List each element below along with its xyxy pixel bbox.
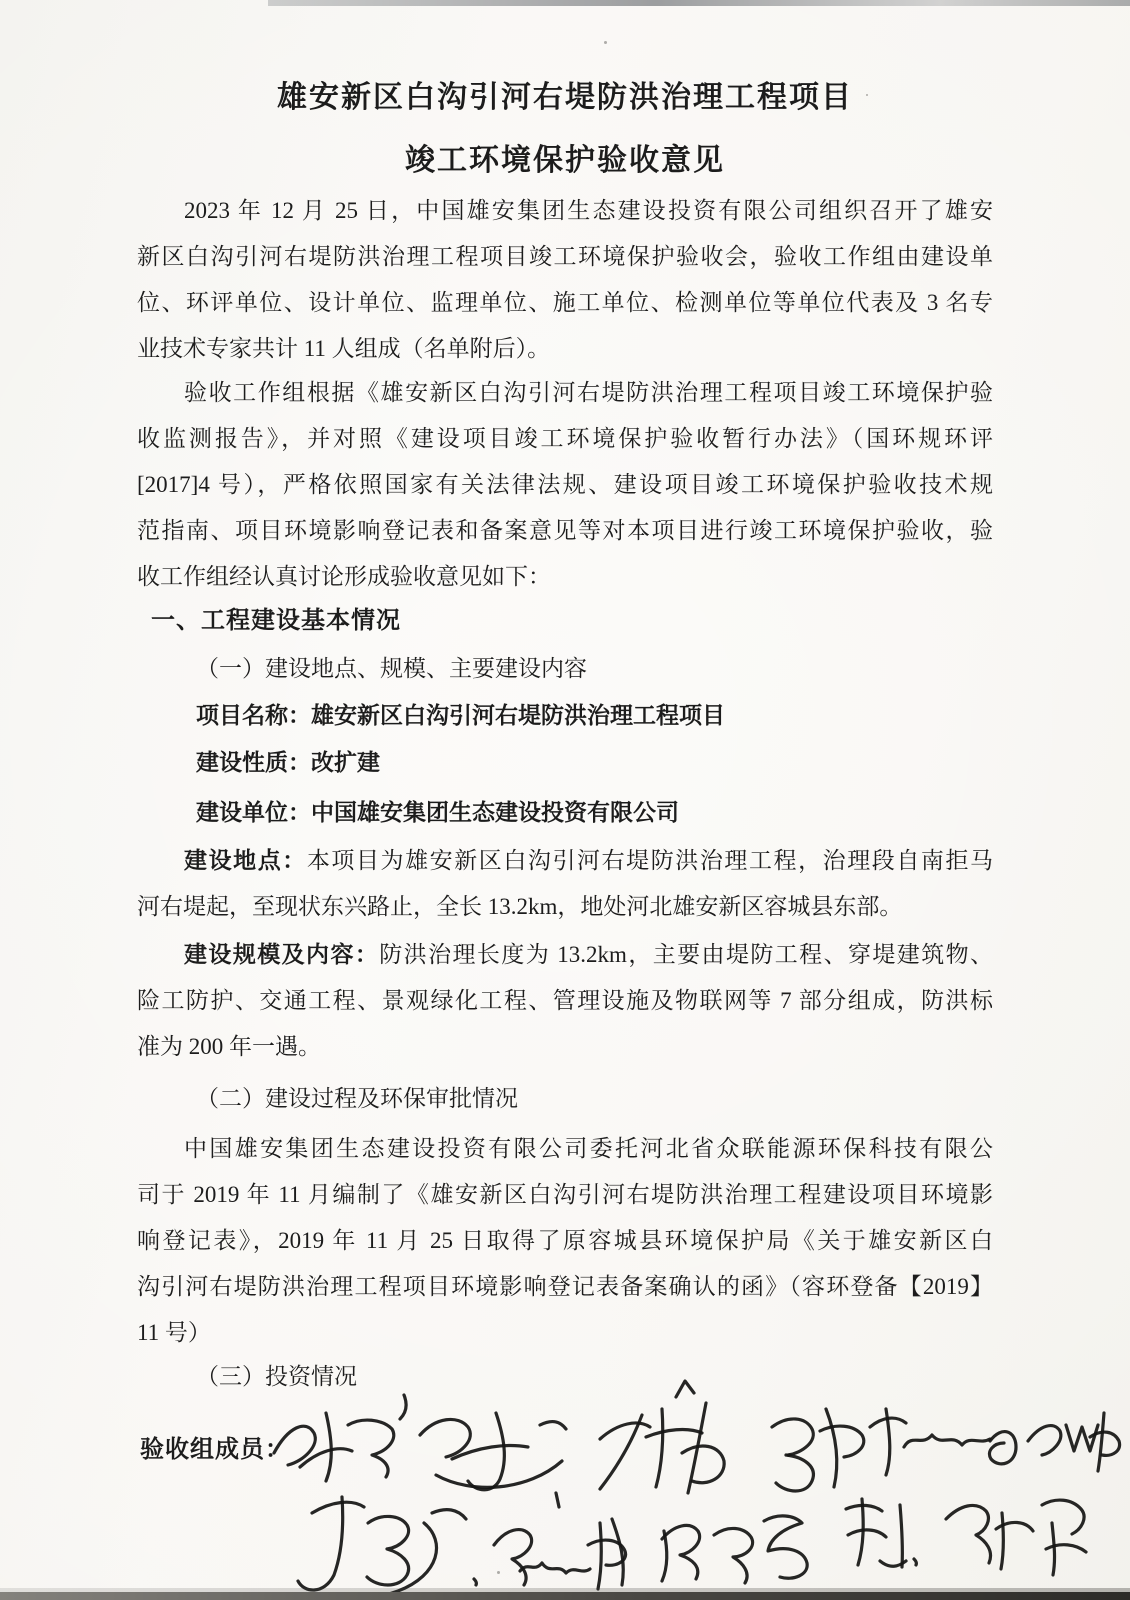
paragraph1-line3: 位、环评单位、设计单位、监理单位、施工单位、检测单位等单位代表及 3 名专	[137, 290, 993, 315]
scale-text: 防洪治理长度为 13.2km，主要由堤防工程、穿堤建筑物、	[379, 942, 994, 967]
paragraph2-line3: [2017]4 号），严格依照国家有关法律法规、建设项目竣工环境保护验收技术规	[137, 472, 993, 497]
signature-9	[662, 1516, 807, 1583]
paragraph1-line1: 2023 年 12 月 25 日，中国雄安集团生态建设投资有限公司组织召开了雄安	[184, 198, 993, 223]
handwritten-signatures	[0, 1355, 1130, 1600]
paragraph5-line1: 中国雄安集团生态建设投资有限公司委托河北省众联能源环保科技有限公	[184, 1136, 993, 1161]
scale-label: 建设规模及内容：	[184, 942, 380, 967]
paragraph1-line4: 业技术专家共计 11 人组成（名单附后）。	[137, 336, 551, 361]
paragraph3-line1	[137, 838, 993, 884]
signature-11	[946, 1500, 1086, 1575]
project-unit-line: 建设单位：中国雄安集团生态建设投资有限公司	[196, 800, 679, 825]
signature-7	[298, 1497, 466, 1600]
subsection-heading-3: （三）投资情况	[196, 1364, 357, 1389]
signature-8	[474, 1493, 626, 1589]
signature-2	[420, 1413, 566, 1490]
paragraph2-line2: 收监测报告》，并对照《建设项目竣工环境保护验收暂行办法》（国环规环评	[137, 426, 993, 451]
paragraph4-line1	[137, 932, 993, 978]
signature-4	[772, 1409, 864, 1491]
document-title-line1: 雄安新区白沟引河右堤防洪治理工程项目	[277, 81, 853, 114]
signature-block-label: 验收组成员：	[140, 1437, 290, 1463]
project-name-line: 项目名称：雄安新区白沟引河右堤防洪治理工程项目	[196, 703, 725, 728]
signature-5	[870, 1409, 1016, 1475]
project-nature-line: 建设性质：改扩建	[196, 750, 380, 775]
scan-speck	[866, 94, 868, 96]
scan-speck	[497, 1571, 500, 1574]
paragraph4-line2: 险工防护、交通工程、景观绿化工程、管理设施及物联网等 7 部分组成，防洪标	[137, 988, 994, 1013]
paragraph2-line4: 范指南、项目环境影响登记表和备案意见等对本项目进行竣工环境保护验收，验	[137, 518, 993, 543]
scan-edge-artifact-bottom	[0, 1592, 1130, 1600]
paragraph5-line4: 沟引河右堤防洪治理工程项目环境影响登记表备案确认的函》（容环登备【2019】	[137, 1274, 993, 1299]
paragraph4-line3: 准为 200 年一遇。	[137, 1034, 321, 1059]
scan-edge-artifact-top	[268, 0, 1130, 6]
location-text: 本项目为雄安新区白沟引河右堤防洪治理工程，治理段自南拒马	[306, 848, 993, 873]
subsection-heading-1: （一）建设地点、规模、主要建设内容	[196, 656, 587, 681]
paragraph5-line3: 响登记表》，2019 年 11 月 25 日取得了原容城县环境保护局《关于雄安新区白	[137, 1228, 993, 1253]
paragraph5-line5: 11 号）	[137, 1320, 211, 1345]
paragraph3-line2: 河右堤起，至现状东兴路止，全长 13.2km，地处河北雄安新区容城县东部。	[137, 894, 903, 919]
signature-1	[274, 1395, 406, 1481]
location-label: 建设地点：	[184, 848, 307, 873]
document-title-line2: 竣工环境保护验收意见	[405, 144, 725, 177]
paragraph2-line5: 收工作组经认真讨论形成验收意见如下：	[137, 564, 551, 589]
signature-6	[1028, 1413, 1120, 1471]
section-heading-1: 一、工程建设基本情况	[151, 608, 401, 634]
signature-10	[846, 1499, 916, 1567]
paragraph5-line2: 司于 2019 年 11 月编制了《雄安新区白沟引河右堤防洪治理工程建设项目环境影	[137, 1182, 993, 1207]
signature-3	[600, 1381, 724, 1493]
paragraph2-line1: 验收工作组根据《雄安新区白沟引河右堤防洪治理工程项目竣工环境保护验	[184, 380, 993, 405]
scan-speck	[604, 41, 607, 44]
paragraph1-line2: 新区白沟引河右堤防洪治理工程项目竣工环境保护验收会，验收工作组由建设单	[137, 244, 993, 269]
subsection-heading-2: （二）建设过程及环保审批情况	[196, 1086, 518, 1111]
